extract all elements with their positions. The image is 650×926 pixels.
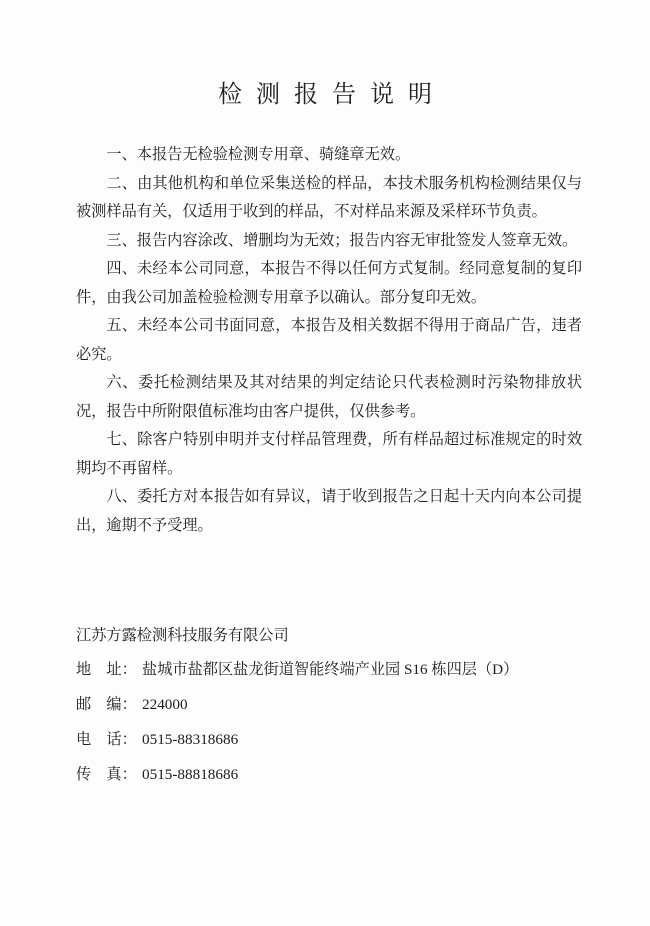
postcode-row: [76, 687, 596, 722]
fax-value: 0515-88818686: [142, 766, 239, 783]
note-item-1: 一、本报告无检验检测专用章、骑缝章无效。: [106, 145, 411, 163]
company-info: [76, 618, 596, 792]
note-item-2: 二、由其他机构和单位采集送检的样品，本技术服务机构检测结果仅与被测样品有关，仅适用于收到的样品，不对样品来源及采样环节负责。: [76, 173, 582, 220]
note-item-6: 六、委托检测结果及其对结果的判定结论只代表检测时污染物排放状况，报告中所附限值标准均由客户提供，仅供参考。: [76, 373, 582, 420]
note-item-4: 四、未经本公司同意，本报告不得以任何方式复制。经同意复制的复印件，由我公司加盖检验检测专用章予以确认。部分复印无效。: [76, 259, 582, 306]
postcode-value: 224000: [142, 696, 188, 713]
page-title: 检测报告说明: [218, 80, 446, 108]
postcode-label: 邮 编：: [76, 695, 137, 713]
address-label: 地 址：: [76, 660, 137, 678]
fax-label: 传 真：: [76, 765, 137, 783]
notes-list: [76, 140, 582, 539]
note-item-8: 八、委托方对本报告如有异议，请于收到报告之日起十天内向本公司提出，逾期不予受理。: [76, 487, 582, 534]
phone-label: 电 话：: [76, 730, 137, 748]
fax-row: [76, 757, 596, 792]
address-value: 盐城市盐都区盐龙街道智能终端产业园 S16 栋四层（D）: [142, 661, 519, 678]
address-row: [76, 652, 596, 687]
note-item-5: 五、未经本公司书面同意，本报告及相关数据不得用于商品广告，违者必究。: [76, 316, 582, 363]
phone-row: [76, 722, 596, 757]
note-item-3: 三、报告内容涂改、增删均为无效；报告内容无审批签发人签章无效。: [106, 230, 578, 249]
phone-value: 0515-88318686: [142, 731, 239, 748]
company-name: 江苏方露检测科技服务有限公司: [76, 626, 289, 644]
note-item-7: 七、除客户特别申明并支付样品管理费，所有样品超过标准规定的时效期均不再留样。: [76, 430, 582, 477]
